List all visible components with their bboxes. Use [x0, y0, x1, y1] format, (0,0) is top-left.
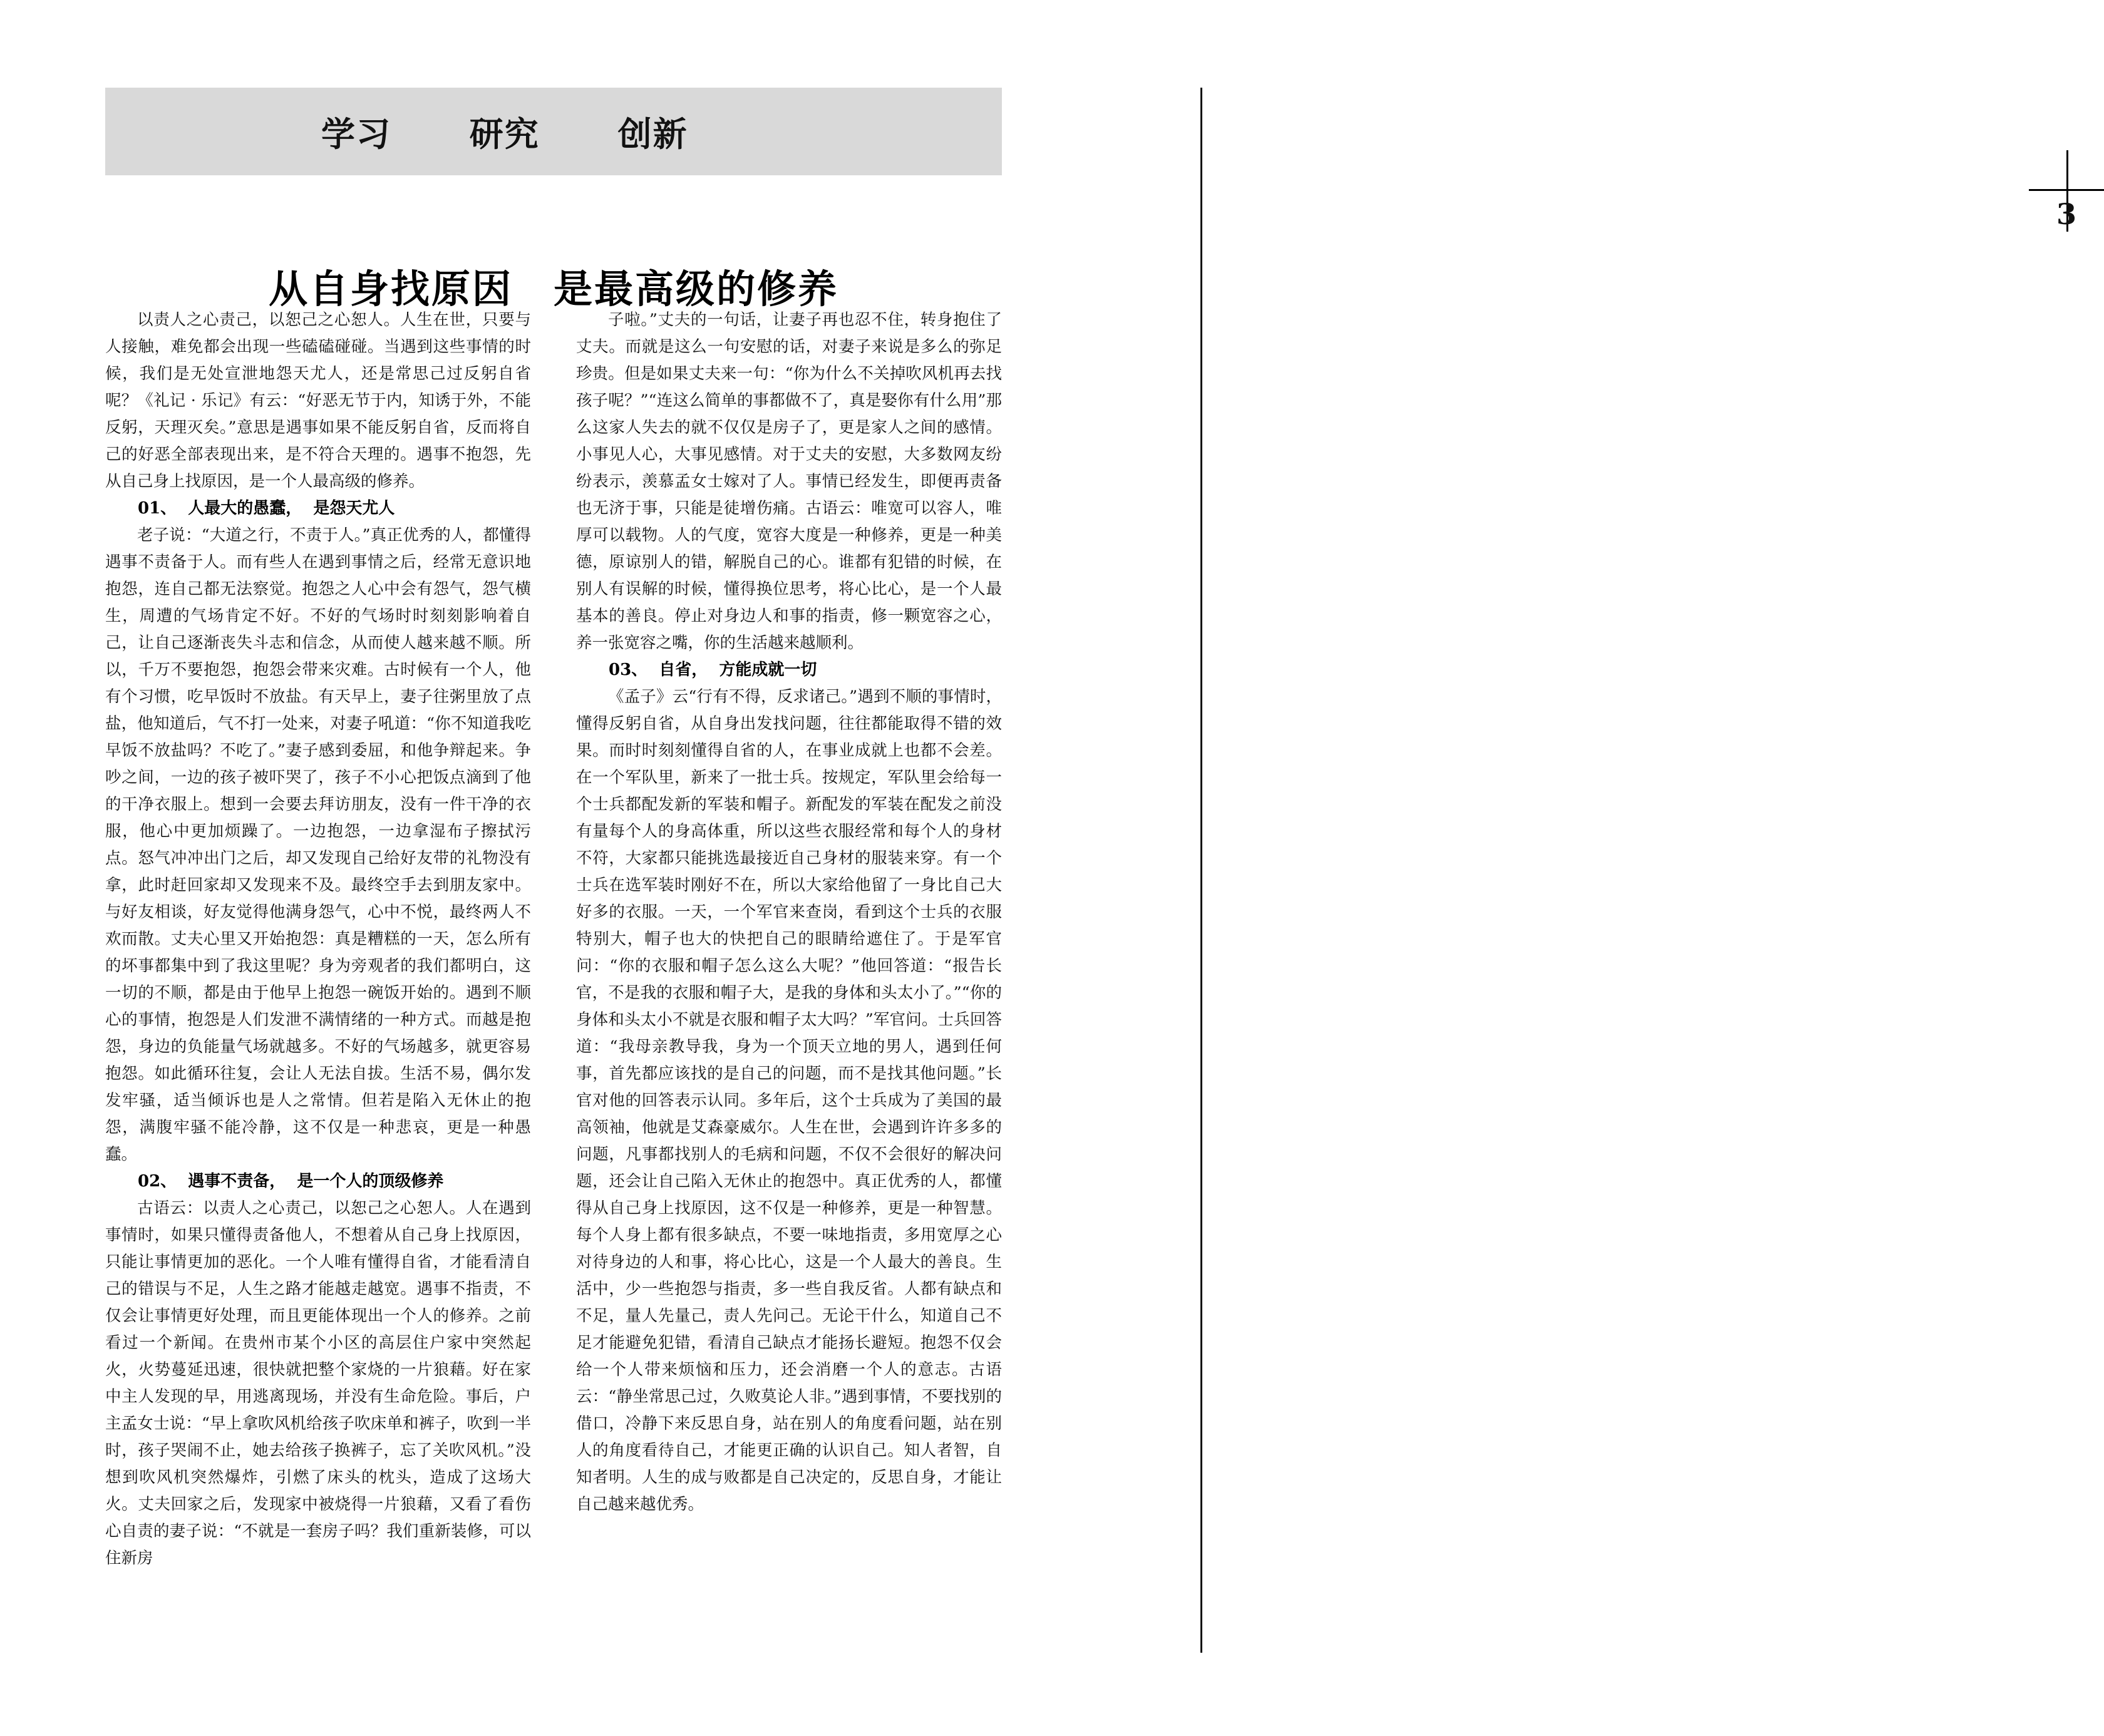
- paragraph: 以责人之心责己，以恕己之心恕人。人生在世，只要与人接触，难免都会出现一些磕磕碰碰。当遇到这些事情的时候，我们是无处宣泄地怨天尤人，还是常思己过反躬自省呢？《礼记 · 乐记》有云：“好恶无节于内，知诱于外，不能反躬，天理灭矣。”意思是遇事如果不能反躬自省，反而将自己的好恶全部表现出来，是不符合天理的。遇事不抱怨，先从自己身上找原因，是一个人最高级的修养。: [105, 311, 531, 491]
- column-right: [576, 307, 1002, 1572]
- article-title: 从自身找原因 是最高级的修养: [268, 265, 838, 312]
- paragraph: 古语云：以责人之心责己，以恕己之心恕人。人在遇到事情时，如果只懂得责备他人，不想着从自己身上找原因，只能让事情更加的恶化。一个人唯有懂得自省，才能看清自己的错误与不足，人生之路才能越走越宽。遇事不指责，不仅会让事情更好处理，而且更能体现出一个人的修养。之前看过一个新闻。在贵州市某个小区的高层住户家中突然起火，火势蔓延迅速，很快就把整个家烧的一片狼藉。好在家中主人发现的早，用逃离现场，并没有生命危险。事后，户主孟女士说：“早上拿吹风机给孩子吹床单和裤子，吹到一半时，孩子哭闹不止，她去给孩子换裤子，忘了关吹风机。”没想到吹风机突然爆炸，引燃了床头的枕头，造成了这场大火。丈夫回家之后，发现家中被烧得一片狼藉，又看了看伤心自责的妻子说：“不就是一套房子吗？我们重新装修，可以住新房: [105, 1199, 531, 1568]
- column-left: [105, 307, 531, 1572]
- article-body: [105, 307, 1002, 1572]
- paragraph: 老子说：“大道之行，不责于人。”真正优秀的人，都懂得遇事不责备于人。而有些人在遇到事情之后，经常无意识地抱怨，连自己都无法察觉。抱怨之人心中会有怨气，怨气横生，周遭的气场肯定不好。不好的气场时时刻刻影响着自己，让自己逐渐丧失斗志和信念，从而使人越来越不顺。所以，千万不要抱怨，抱怨会带来灾难。古时候有一个人，他有个习惯，吃早饭时不放盐。有天早上，妻子往粥里放了点盐，他知道后，气不打一处来，对妻子吼道：“你不知道我吃早饭不放盐吗？不吃了。”妻子感到委屈，和他争辩起来。争吵之间，一边的孩子被吓哭了，孩子不小心把饭点滴到了他的干净衣服上。想到一会要去拜访朋友，没有一件干净的衣服，他心中更加烦躁了。一边抱怨，一边拿湿布子擦拭污点。怒气冲冲出门之后，却又发现自己给好友带的礼物没有拿，此时赶回家却又发现来不及。最终空手去到朋友家中。与好友相谈，好友觉得他满身怨气，心中不悦，最终两人不欢而散。丈夫心里又开始抱怨：真是糟糕的一天，怎么所有的坏事都集中到了我这里呢？身为旁观者的我们都明白，这一切的不顺，都是由于他早上抱怨一碗饭开始的。遇到不顺心的事情，抱怨是人们发泄不满情绪的一种方式。而越是抱怨，身边的负能量气场就越多。不好的气场越多，就更容易抱怨。如此循环往复，会让人无法自拔。生活不易，偶尔发发牢骚，适当倾诉也是人之常情。但若是陷入无休止的抱怨，满腹牢骚不能冷静，这不仅是一种悲哀，更是一种愚蠢。: [105, 526, 531, 1164]
- section-heading: 02、 遇事不责备， 是一个人的顶级修养: [138, 1172, 444, 1191]
- page-number: 3: [2056, 197, 2077, 231]
- header-band-title: 学习 研究 创新: [321, 114, 688, 154]
- crop-mark-horizontal: [2029, 189, 2104, 191]
- page-edge-rule: [1200, 88, 1202, 1653]
- paragraph: 《孟子》云“行有不得，反求诸己。”遇到不顺的事情时，懂得反躬自省，从自身出发找问题，往往都能取得不错的效果。而时时刻刻懂得自省的人，在事业成就上也都不会差。在一个军队里，新来了一批士兵。按规定，军队里会给每一个士兵都配发新的军装和帽子。新配发的军装在配发之前没有量每个人的身高体重，所以这些衣服经常和每个人的身材不符，大家都只能挑选最接近自己身材的服装来穿。有一个士兵在选军装时刚好不在，所以大家给他留了一身比自己大好多的衣服。一天，一个军官来查岗，看到这个士兵的衣服特别大，帽子也大的快把自己的眼睛给遮住了。于是军官问：“你的衣服和帽子怎么这么大呢？”他回答道：“报告长官，不是我的衣服和帽子大，是我的身体和头太小了。”“你的身体和头太小不就是衣服和帽子太大吗？”军官问。士兵回答道：“我母亲教导我，身为一个顶天立地的男人，遇到任何事，首先都应该找的是自己的问题，而不是找其他问题。”长官对他的回答表示认同。多年后，这个士兵成为了美国的最高领袖，他就是艾森豪威尔。人生在世，会遇到许许多多的问题，凡事都找别人的毛病和问题，不仅不会很好的解决问题，还会让自己陷入无休止的抱怨中。真正优秀的人，都懂得从自己身上找原因，这不仅是一种修养，更是一种智慧。每个人身上都有很多缺点，不要一味地指责，多用宽厚之心对待身边的人和事，将心比心，这是一个人最大的善良。生活中，少一些抱怨与指责，多一些自我反省。人都有缺点和不足，量人先量己，责人先问己。无论干什么，知道自己不足才能避免犯错，看清自己缺点才能扬长避短。抱怨不仅会给一个人带来烦恼和压力，还会消磨一个人的意志。古语云：“静坐常思己过，久败莫论人非。”遇到事情，不要找别的借口，冷静下来反思自身，站在别人的角度看问题，站在别人的角度看待自己，才能更正确的认识自己。知人者智，自知者明。人生的成与败都是自己决定的，反思自身，才能让自己越来越优秀。: [576, 687, 1002, 1514]
- header-band: [105, 88, 1002, 175]
- section-heading: 03、 自省， 方能成就一切: [609, 660, 817, 679]
- page-number-block: [1002, 75, 2077, 231]
- paragraph: 子啦。”丈夫的一句话，让妻子再也忍不住，转身抱住了丈夫。而就是这么一句安慰的话，对妻子来说是多么的弥足珍贵。但是如果丈夫来一句：“你为什么不关掉吹风机再去找孩子呢？”“连这么简单的事都做不了，真是娶你有什么用”那么这家人失去的就不仅仅是房子了，更是家人之间的感情。小事见人心，大事见感情。对于丈夫的安慰，大多数网友纷纷表示，羡慕孟女士嫁对了人。事情已经发生，即便再责备也无济于事，只能是徒增伤痛。古语云：唯宽可以容人，唯厚可以载物。人的气度，宽容大度是一种修养，更是一种美德，原谅别人的错，解脱自己的心。谁都有犯错的时候，在别人有误解的时候，懂得换位思考，将心比心，是一个人最基本的善良。停止对身边人和事的指责，修一颗宽容之心，养一张宽容之嘴，你的生活越来越顺利。: [576, 311, 1002, 652]
- section-heading: 01、 人最大的愚蠢， 是怨天尤人: [138, 499, 395, 518]
